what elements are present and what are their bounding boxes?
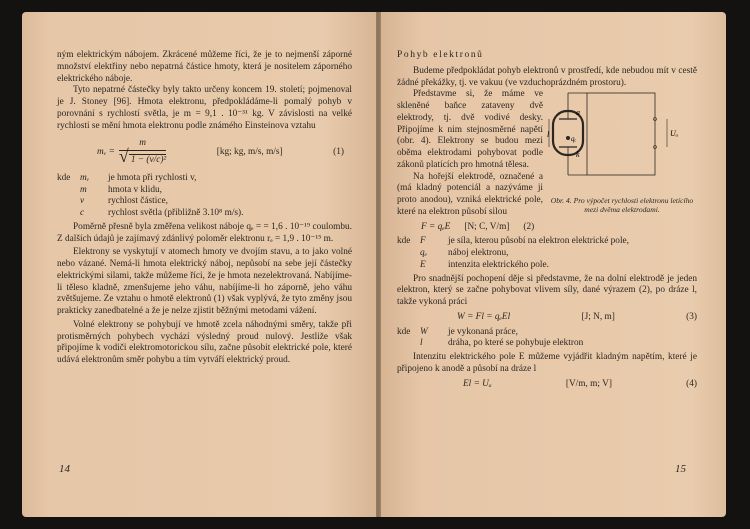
- paragraph: Volné elektrony se pohybují ve hmotě zcela náhodnými směry, takže při protisměrných pohybech vychází výsledný proud nulový. Jestliže však připojíme k vodiči elektromotorickou sílu, začne působit elektrické pole, které udává elektronům směr pohybu a tím vytváří elektrický proud.: [57, 319, 352, 365]
- left-page: [22, 12, 376, 517]
- sqrt-symbol: √: [118, 146, 129, 166]
- figure-caption: Obr. 4. Pro výpočet rychlosti elektronu letícího mezi dvěma elektrodami.: [550, 196, 694, 214]
- page-number: 15: [675, 463, 686, 475]
- figure-block: [397, 89, 697, 218]
- equation-1-number: (1): [333, 146, 344, 157]
- paragraph: Na hořejší elektrodě, označené a (má kladný potenciál a nazýváme ji proto anodou), vzniká elektrické pole, které na elektron působí silou: [397, 171, 543, 217]
- paragraph: Představme si, že máme ve skleněné baňce zataveny dvě elektrody, tj. dvě vodivé desky. Připojíme k nim stejnosměrné napětí (obr. 4). Elektrony se budou mezi oběma elektrodami pohybovat podle zákonů platících pro hmotná tělesa.: [397, 89, 543, 170]
- page-number: 14: [59, 463, 70, 475]
- equation-1: [97, 138, 352, 167]
- right-page: [381, 12, 726, 517]
- definition-list: kde W je vykonaná práce, l dráha, po které se pohybuje elektron: [397, 326, 584, 349]
- label-qe: qₑ: [571, 135, 577, 144]
- label-l: l: [547, 130, 550, 140]
- definition-list: kde F je síla, kterou působí na elektron elektrické pole, qₑ náboj elektronu, E intenzita elektrického pole.: [397, 236, 629, 270]
- electrode-diagram: [547, 89, 697, 189]
- label-ua: Uₐ: [670, 129, 679, 139]
- paragraph: Budeme předpokládat pohyb elektronů v prostředí, kde nebudou mít v cestě žádné překážky, tj. ve vakuu (ve vzduchoprázdném prostoru).: [397, 65, 697, 88]
- label-k: k: [576, 150, 580, 160]
- equation-3: W = Fl = qₑEl [J; N, m] (3): [457, 311, 697, 322]
- equation-2: F = qₑE [N; C, V/m] (2): [421, 221, 535, 232]
- left-text-column: [57, 50, 352, 367]
- right-text-column: [397, 50, 697, 393]
- paragraph: Pro snadnější pochopení děje si představme, že na dolní elektrodě je jeden elektron, který se začne pohybovat vlivem síly, dané výrazem (2), po dráze l, takže vykoná práci: [397, 273, 697, 307]
- paragraph: Intenzitu elektrického pole E můžeme vyjádřit kladným napětím, které je připojeno k anodě a působí na dráze l: [397, 352, 697, 374]
- paragraph: Poměrně přesně byla změřena velikost náboje qₑ = = 1,6 . 10⁻¹⁹ coulombu. Z dalších údajů je zajímavý zdánlivý poloměr elektronu rₑ = 1,9 . 10⁻¹⁵ m.: [57, 221, 352, 244]
- paragraph: Tyto nepatrné částečky byly takto určeny koncem 19. století; pojmenoval je J. Stoney [96]. Hmota elektronu, předpokládáme-li pomalý pohyb v porovnání s rychlostí světla, je m = 9,1 . 10⁻³¹ kg. V závislosti na velké rychlosti se mění hmota elektronu podle známého Einsteinova vztahu: [57, 85, 352, 131]
- paragraph: ným elektrickým nábojem. Zkrácené můžeme říci, že je to nejmenší záporné množství elektřiny nebo nepatrná částice hmoty, která je nositelem záporného elektrického náboje.: [57, 50, 352, 84]
- label-a: a: [576, 108, 580, 118]
- equation-4: El = Uₐ [V/m, m; V] (4): [463, 378, 697, 389]
- paragraph: Elektrony se vyskytují v atomech hmoty ve dvojím stavu, a to jako volné nebo vázané. Nemá-li hmota elektrický náboj, nepůsobí na sebe její částečky elektrickými silami, takže můžeme říci, že je hmota nezelektrovaná. Nabíjíme-li těleso kladně, zmenšujeme jeho váhu, nabíjíme-li ho záporně, jeho váhu zvětšujeme. Ze vztahu o hmotě elektronů (1) však vyplývá, že tyto změny jsou prakticky zanedbatelné a že je nelze zjistit běžnými metodami vážení.: [57, 247, 352, 316]
- equation-1-units: [kg; kg, m/s, m/s]: [216, 146, 283, 157]
- figure-4: [547, 89, 697, 218]
- section-heading: Pohyb elektronů: [397, 50, 484, 60]
- equation-1-formula: mᵥ = $\frac{m}{\text{√ 1 − (v/c)²}}$: [97, 138, 167, 166]
- definition-list: kde mᵥ je hmota při rychlosti v, m hmota v klidu, v rychlost částice, c rychlost světla (přibližně 3.10⁸ m/s).: [57, 172, 244, 218]
